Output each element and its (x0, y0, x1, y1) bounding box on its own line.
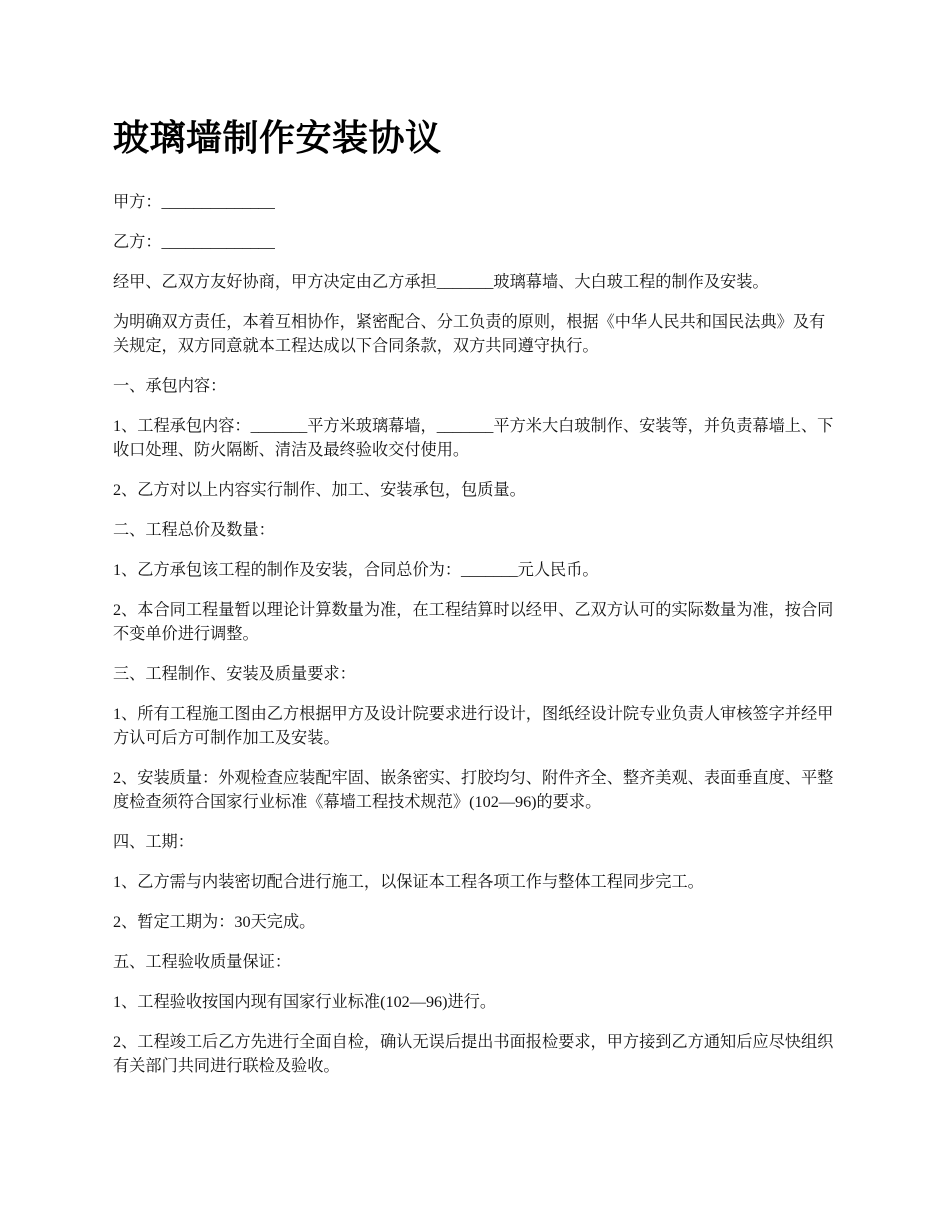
intro-paragraph: 经甲、乙双方友好协商，甲方决定由乙方承担_______玻璃幕墙、大白玻工程的制作及安装。 (113, 273, 769, 291)
clause-price-2: 2、本合同工程量暂以理论计算数量为准，在工程结算时以经甲、乙双方认可的实际数量为准，按合同不变单价进行调整。 (113, 601, 834, 643)
document-page (113, 108, 839, 1094)
clause-quality-2: 2、安装质量：外观检查应装配牢固、嵌条密实、打胶均匀、附件齐全、整齐美观、表面垂直度、平整度检查须符合国家行业标准《幕墙工程技术规范》(102—96)的要求。 (113, 769, 834, 811)
section-heading-quality: 三、工程制作、安装及质量要求： (113, 665, 356, 683)
clause-schedule-2: 2、暂定工期为：30天完成。 (113, 913, 316, 931)
clause-scope-1: 1、工程承包内容：_______平方米玻璃幕墙，_______平方米大白玻制作、安装等，并负责幕墙上、下收口处理、防火隔断、清洁及最终验收交付使用。 (113, 417, 834, 459)
section-heading-price: 二、工程总价及数量： (113, 521, 275, 539)
clause-acceptance-1: 1、工程验收按国内现有国家行业标准(102—96)进行。 (113, 993, 497, 1011)
clause-quality-1: 1、所有工程施工图由乙方根据甲方及设计院要求进行设计，图纸经设计院专业负责人审核签字并经甲方认可后方可制作加工及安装。 (113, 705, 834, 747)
section-heading-schedule: 四、工期： (113, 833, 194, 851)
clause-price-1: 1、乙方承包该工程的制作及安装，合同总价为：_______元人民币。 (113, 561, 599, 579)
clause-acceptance-2: 2、工程竣工后乙方先进行全面自检，确认无误后提出书面报检要求，甲方接到乙方通知后应尽快组织有关部门共同进行联检及验收。 (113, 1033, 834, 1075)
section-heading-acceptance: 五、工程验收质量保证： (113, 953, 292, 971)
document-title: 玻璃墙制作安装协议 (113, 118, 442, 158)
purpose-paragraph: 为明确双方责任，本着互相协作，紧密配合、分工负责的原则，根据《中华人民共和国民法典》及有关规定，双方同意就本工程达成以下合同条款，双方共同遵守执行。 (113, 313, 826, 355)
clause-scope-2: 2、乙方对以上内容实行制作、加工、安装承包，包质量。 (113, 481, 526, 499)
section-heading-scope: 一、承包内容： (113, 377, 227, 395)
party-a-line: 甲方：______________ (113, 193, 275, 211)
party-b-line: 乙方：______________ (113, 233, 275, 251)
clause-schedule-1: 1、乙方需与内装密切配合进行施工，以保证本工程各项工作与整体工程同步完工。 (113, 873, 704, 891)
